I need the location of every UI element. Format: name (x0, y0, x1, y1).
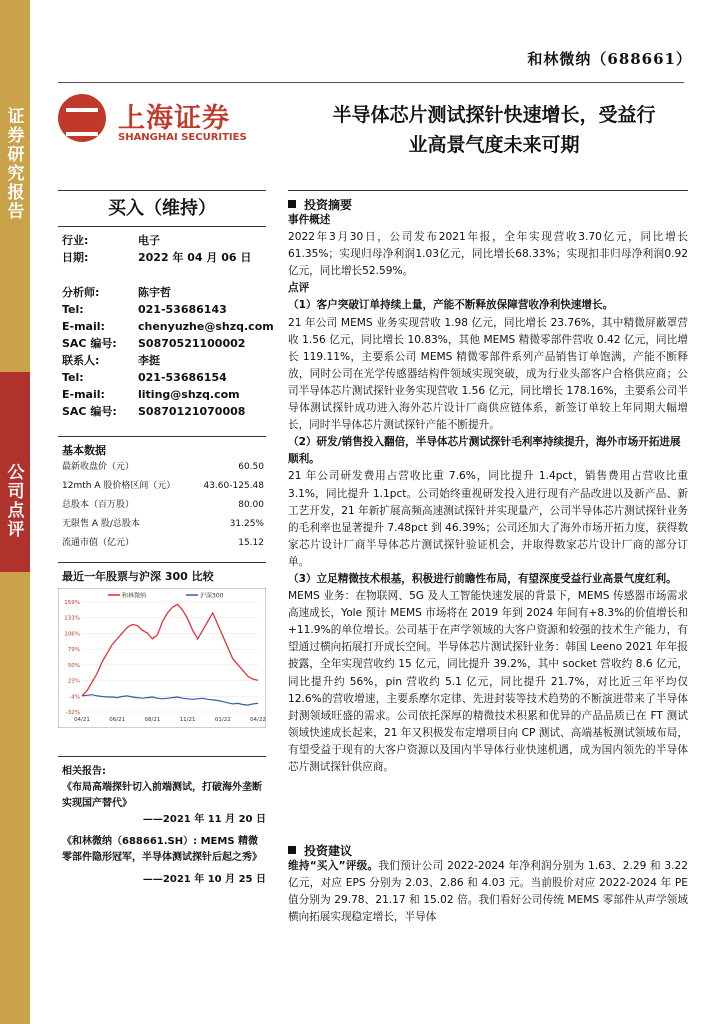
section-bullet-icon (288, 846, 296, 854)
logo-icon (58, 94, 106, 142)
logo-text-cn: 上海证券 (118, 103, 230, 134)
analyst-row: 联系人: 李挺 (62, 354, 160, 367)
advice-text: 我们预计公司 2022-2024 年净利润分别为 1.63、2.29 和 3.22 亿元，对应 EPS 分别为 2.03、2.86 和 4.03 元。当前股价对应 2022-2024 年 PE 值分别为 29.78、21.17 和 15.02 倍。我们看好公司传统 MEMS 零部件从声学领域横向拓展实现稳定增长，半导体 (288, 860, 688, 924)
related-report-1[interactable]: 《布局高端探针切入前端测试，打破海外垄断实现国产替代》 (62, 782, 262, 809)
analyst-row: Tel: 021-53686143 (62, 303, 227, 316)
analyst-email[interactable]: chenyuzhe@shzq.com (138, 320, 274, 333)
summary-heading: 投资摘要 (288, 196, 352, 213)
point-3-text: MEMS 业务：在物联网、5G 及人工智能快速发展的背景下，MEMS 传感器市场需求高速成长，Yole 预计 MEMS 市场将在 2019 年到 2024 年间有+8.3%的价值增长和+11.9%的单位增长。公司基于在声学领域的大客户资源和较强的技术生产能力，有望通过横向拓展打开成长空间。半导体芯片测试探针业务：韩国 Leeno 2021 年年报披露，全年实现营收约 15 亿元，同比提升 39.2%，其中 socket 营收约 8.6 亿元，同比提升约 56%，pin 营收约 5.1 亿元，同比提升 21.7%，对比近三年平均仅 12.6%的营收增速，主要系摩尔定律、先进封装等技术趋势的不断演进带来了半导体封测领域旺盛的需求。公司依托深厚的精微技术积累和优异的产品品质已在 FT 测试领域快速成长起来，21 年又积极发布定增项目向 CP 测试、高端基板测试领域布局，有望受益于现有的大客户资源以及国内半导体行业快速机遇，成为国内领先的半导体芯片测试探针供应商。 (288, 590, 688, 773)
chart-x-tick-label: 11/21 (179, 717, 196, 723)
summary-body (288, 212, 688, 776)
headline-line-2: 业高景气度未来可期 (408, 134, 580, 156)
chart-x-tick-label: 06/21 (109, 717, 126, 723)
chart-y-tick-label: 133% (64, 615, 80, 622)
chart-x-tick-label: 01/22 (214, 717, 231, 723)
chart-y-tick-label: -4% (69, 694, 80, 701)
event-title: 事件概述 (288, 214, 331, 226)
rating-bottom-rule (58, 226, 266, 227)
chart-frame (58, 588, 266, 728)
related-report-2-date: ——2021 年 10 月 25 日 (142, 874, 266, 885)
point-2-title: （2）研发/销售投入翻倍，半导体芯片测试探针毛利率持续提升，海外市场开拓进展顺利。 (288, 436, 681, 466)
chart-title: 最近一年股票与沪深 300 比较 (62, 570, 214, 583)
stat-row: 12mth A 股价格区间（元） 43.60-125.48 (62, 481, 264, 491)
analyst-block (62, 284, 274, 420)
headline-line-1: 半导体芯片测试探针快速增长，受益行 (332, 104, 656, 126)
advice-body (288, 858, 688, 926)
analyst-row: 分析师: 陈宇哲 (62, 286, 171, 299)
info-block (62, 232, 251, 266)
chart-y-tick-label: 50% (67, 662, 80, 669)
chart-y-tick-label: 159% (64, 600, 80, 606)
related-title: 相关报告: (62, 766, 106, 777)
stat-row: 最新收盘价（元） 60.50 (62, 462, 264, 472)
chart-rule (58, 562, 266, 563)
brand-logo (58, 94, 258, 156)
header-divider (58, 82, 684, 83)
chart-y-tick-label: -32% (65, 710, 80, 716)
info-row: 行业: 电子 (62, 234, 160, 247)
legend-label-stock: 和林微纳 (122, 592, 147, 600)
related-report-1-date: ——2021 年 11 月 20 日 (142, 814, 266, 825)
advice-heading: 投资建议 (288, 842, 352, 859)
chart-y-tick-label: 79% (67, 647, 80, 654)
company-ticker: 和林微纳（688661） (527, 50, 692, 68)
analyst-row: Tel: 021-53686154 (62, 371, 227, 384)
point-2-text: 21 年公司研发费用占营收比重 7.6%，同比提升 1.4pct，销售费用占营收比重 3.1%，同比提升 1.1pct。公司始终重视研发投入进行现有产品改进以及新产品、新工艺开发，21 年新扩展高频高速测试探针并实现量产，公司半导体芯片测试探针业务的毛利率也显著提升 7.48pct 到 46.39%；公司还加大了海外市场开拓力度，获得数家芯片设计厂商半导体芯片测试探针验证机会，并取得数家芯片设计厂商的部分订单。 (288, 470, 688, 568)
related-report-2[interactable]: 《和林微纳（688661.SH）: MEMS 精微零部件隐形冠军，半导体测试探针后起之秀》 (62, 836, 262, 863)
contact-email[interactable]: liting@shzq.com (138, 388, 240, 401)
stat-row: 总股本（百万股） 80.00 (62, 500, 264, 510)
point-1-title: （1）客户突破订单持续上量，产能不断释放保障营收净利快速增长。 (288, 299, 614, 312)
chart-x-tick-label: 08/21 (144, 717, 161, 723)
summary-rule (288, 190, 688, 191)
analyst-row: SAC 编号: S0870121070008 (62, 405, 246, 418)
rating: 买入（维持） (108, 198, 216, 219)
related-rule (58, 756, 266, 757)
logo-text-en: SHANGHAI SECURITIES (118, 132, 247, 143)
report-headline (298, 100, 690, 160)
price-comparison-chart (58, 588, 266, 728)
legend-label-index: 沪深300 (200, 592, 224, 600)
chart-x-tick-label: 04/21 (74, 717, 90, 723)
rating-top-rule (58, 190, 266, 191)
sidebar-label-type: 公司点评 (7, 463, 25, 540)
analyst-row: E-mail: liting@shzq.com (62, 388, 240, 401)
basic-data-rule (58, 436, 266, 437)
info-row: 日期: 2022 年 04 月 06 日 (62, 251, 252, 264)
stat-row: 流通市值（亿元） 15.12 (62, 538, 264, 548)
section-bullet-icon (288, 200, 296, 208)
related-reports (62, 764, 266, 888)
sidebar-label-report: 证券研究报告 (7, 107, 25, 222)
basic-data-title: 基本数据 (62, 444, 106, 457)
analyst-row: E-mail: chenyuzhe@shzq.com (62, 320, 274, 333)
event-text: 2022年3月30日，公司发布2021年报，全年实现营收3.70亿元，同比增长61.35%；实现归母净利润1.03亿元，同比增长68.33%；实现扣非归母净利润0.92亿元，同比增长52.59%。 (288, 231, 688, 278)
comment-title: 点评 (288, 282, 310, 295)
chart-y-tick-label: 23% (67, 678, 80, 685)
point-1-text: 21 年公司 MEMS 业务实现营收 1.98 亿元，同比增长 23.76%，其中精微屏蔽罩营收 1.56 亿元，同比增长 10.83%，其他 MEMS 精微零部件营收 0.42 亿元，同比增长 119.11%，主要系公司 MEMS 精微零部件系列产品销售订单饱满，产能不断释放，同时公司在光学传感器结构件领域实现突破，成为行业头部客户合格供应商；公司半导体芯片测试探针业务实现营收 1.56 亿元，同比增长 178.16%，主要系公司半导体测试探针成功进入海外芯片设计厂商供应链体系，新签订单较上年同期大幅增长，同时半导体芯片测试探针产能不断提升。 (288, 316, 688, 432)
analyst-row: SAC 编号: S0870521100002 (62, 337, 246, 350)
chart-x-tick-label: 04/22 (250, 717, 266, 723)
point-3-title: （3）立足精微技术根基，积极进行前瞻性布局，有望深度受益行业高景气度红利。 (288, 572, 677, 585)
advice-lead: 维持“买入”评级。 (288, 860, 379, 872)
stat-row: 无限售 A 股/总股本 31.25% (62, 519, 264, 529)
chart-y-tick-label: 106% (64, 631, 80, 638)
